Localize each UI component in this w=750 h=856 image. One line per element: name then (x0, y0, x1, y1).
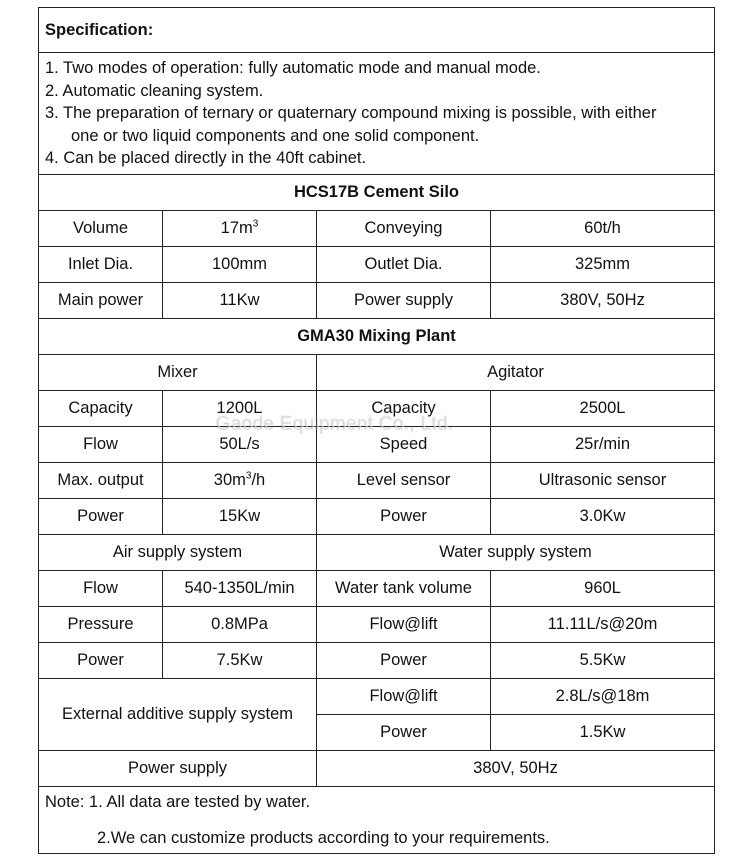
spec-sheet (38, 7, 714, 854)
specification-body-row (39, 53, 715, 175)
air-supply-header: Air supply system (39, 534, 317, 570)
table-cell: 100mm (163, 246, 317, 282)
table-cell: Power (39, 642, 163, 678)
table-cell: Flow@lift (317, 606, 491, 642)
water-supply-header: Water supply system (317, 534, 715, 570)
silo-title: HCS17B Cement Silo (39, 174, 715, 210)
mixer-header: Mixer (39, 354, 317, 390)
table-cell: 325mm (491, 246, 715, 282)
additive-supply-label: External additive supply system (39, 678, 317, 750)
section-header-row (39, 354, 715, 390)
superscript: 3 (252, 218, 259, 230)
table-cell: 2500L (491, 390, 715, 426)
specification-list (39, 53, 715, 175)
table-cell: 0.8MPa (163, 606, 317, 642)
table-cell: 1.5Kw (491, 714, 715, 750)
table-cell: Outlet Dia. (317, 246, 491, 282)
table-cell: Flow@lift (317, 678, 491, 714)
table-cell: 960L (491, 570, 715, 606)
table-cell: 380V, 50Hz (491, 282, 715, 318)
volume-value: 17m (220, 218, 253, 237)
table-cell: Capacity (39, 390, 163, 426)
table-cell: 11.11L/s@20m (491, 606, 715, 642)
table-cell: Main power (39, 282, 163, 318)
table-cell: 2.8L/s@18m (491, 678, 715, 714)
table-cell: Inlet Dia. (39, 246, 163, 282)
mixing-plant-title-row (39, 318, 715, 354)
table-cell: 60t/h (491, 210, 715, 246)
watermark-text: Gaode Equipment Co., Ltd. (216, 414, 454, 435)
power-supply-label: Power supply (39, 750, 317, 786)
table-cell: 15Kw (163, 498, 317, 534)
output-unit: /h (251, 470, 266, 489)
table-cell: 7.5Kw (163, 642, 317, 678)
table-cell: 11Kw (163, 282, 317, 318)
specification-title: Specification: (39, 8, 715, 53)
table-cell (163, 210, 317, 246)
spec-item: 4. Can be placed directly in the 40ft cabinet. (45, 149, 367, 167)
power-supply-row (39, 750, 715, 786)
table-row (39, 678, 715, 714)
note-line: 2.We can customize products according to your requirements. (97, 828, 550, 847)
table-cell: Ultrasonic sensor (491, 462, 715, 498)
table-cell: Level sensor (317, 462, 491, 498)
table-cell: Power supply (317, 282, 491, 318)
table-cell: Max. output (39, 462, 163, 498)
output-value: 30m (213, 470, 246, 489)
power-supply-value: 380V, 50Hz (317, 750, 715, 786)
table-row (39, 210, 715, 246)
note-cell (39, 786, 715, 853)
table-cell: 5.5Kw (491, 642, 715, 678)
table-row (39, 426, 715, 462)
note-line: Note: 1. All data are tested by water. (45, 792, 311, 811)
mixing-plant-title: GMA30 Mixing Plant (39, 318, 715, 354)
specification-title-row (39, 8, 715, 53)
table-row (39, 570, 715, 606)
table-cell: 3.0Kw (491, 498, 715, 534)
table-row (39, 462, 715, 498)
table-row (39, 282, 715, 318)
note-row (39, 786, 715, 853)
agitator-header: Agitator (317, 354, 715, 390)
table-cell: 540-1350L/min (163, 570, 317, 606)
table-cell: Speed (317, 426, 491, 462)
table-cell: Power (39, 498, 163, 534)
table-cell: 50L/s (163, 426, 317, 462)
table-cell: Power (317, 714, 491, 750)
table-cell: Flow (39, 570, 163, 606)
table-cell: Capacity (317, 390, 491, 426)
table-cell: Power (317, 642, 491, 678)
spec-item: 2. Automatic cleaning system. (45, 81, 264, 100)
table-row (39, 246, 715, 282)
table-cell: Volume (39, 210, 163, 246)
table-cell: Power (317, 498, 491, 534)
spec-table (38, 7, 715, 854)
table-cell: 25r/min (491, 426, 715, 462)
spec-item: 1. Two modes of operation: fully automatic mode and manual mode. (45, 59, 541, 77)
section-header-row (39, 534, 715, 570)
silo-title-row (39, 174, 715, 210)
table-cell: Water tank volume (317, 570, 491, 606)
table-row (39, 642, 715, 678)
table-cell (163, 462, 317, 498)
table-row (39, 606, 715, 642)
table-cell: Pressure (39, 606, 163, 642)
table-cell: Flow (39, 426, 163, 462)
table-row (39, 390, 715, 426)
spec-item-continued: one or two liquid components and one solid component. (71, 126, 480, 145)
superscript: 3 (245, 470, 252, 482)
table-row (39, 498, 715, 534)
spec-item: 3. The preparation of ternary or quaternary compound mixing is possible, with either (45, 104, 657, 122)
table-cell: 1200L (163, 390, 317, 426)
table-cell: Conveying (317, 210, 491, 246)
